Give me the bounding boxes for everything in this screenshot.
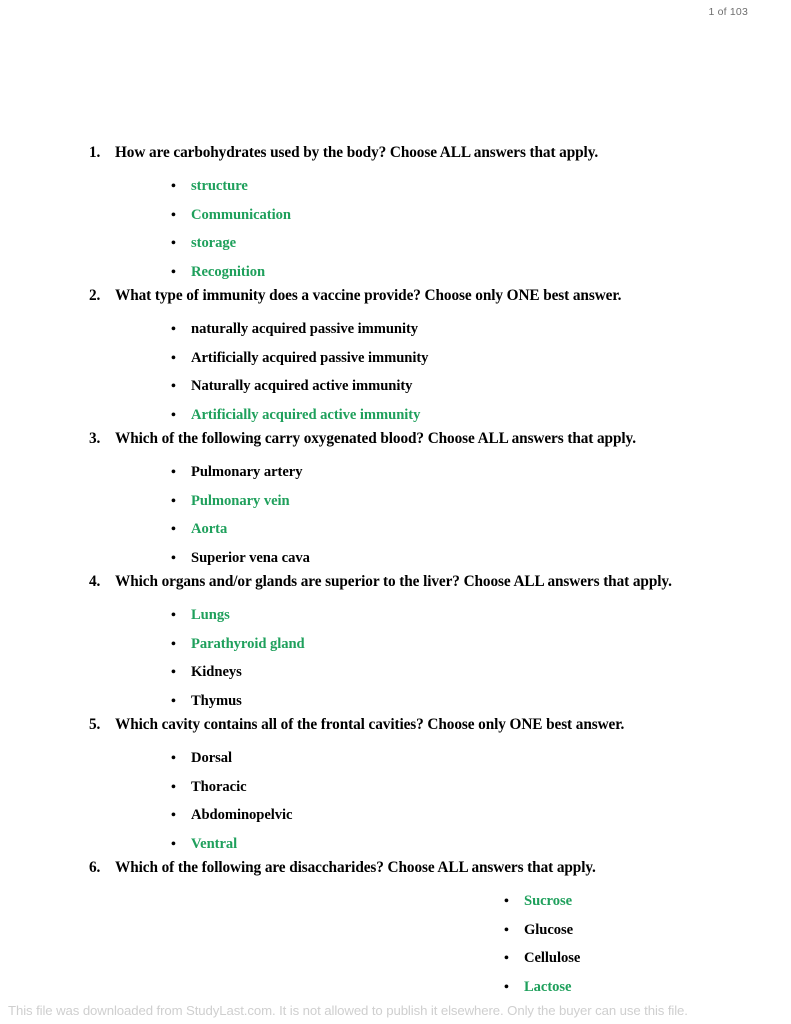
bullet-icon: • [171,407,176,423]
spacer [0,306,791,315]
question-text: Which cavity contains all of the frontal cavities? Choose only ONE best answer. [115,716,625,733]
question-number: 2. [89,287,101,304]
page-indicator: 1 of 103 [708,6,748,18]
bullet-icon: • [171,236,176,251]
spacer [0,592,791,601]
answer-option[interactable] [504,916,791,945]
answer-option-correct[interactable] [171,401,791,430]
bullet-icon: • [171,779,176,795]
question-block [0,858,791,1001]
bullet-icon: • [171,379,176,394]
answer-option[interactable] [171,744,791,773]
answer-label: Cellulose [524,950,581,966]
question-block [0,715,791,858]
question-block [0,572,791,715]
question-prompt [0,715,791,735]
question-number: 4. [89,573,101,590]
answer-option[interactable] [171,315,791,344]
answer-list [0,172,791,286]
answer-label: Ventral [191,835,238,852]
question-prompt [0,429,791,449]
answer-label: Lungs [191,607,230,623]
bullet-icon: • [171,751,176,766]
spacer [0,163,791,172]
question-prompt [0,286,791,306]
bullet-icon: • [171,264,176,280]
question-text: Which organs and/or glands are superior to the liver? Choose ALL answers that apply. [115,573,672,590]
answer-option[interactable] [171,658,791,687]
spacer [0,449,791,458]
question-number: 1. [89,144,101,161]
question-prompt [0,858,791,878]
answer-option[interactable] [171,458,791,487]
question-text: Which of the following are disaccharides? Choose ALL answers that apply. [115,859,596,876]
answer-option-correct[interactable] [171,830,791,859]
answer-option[interactable] [171,372,791,401]
question-prompt [0,143,791,163]
answer-option[interactable] [171,773,791,802]
answer-option-correct[interactable] [171,515,791,544]
bullet-icon: • [171,179,176,194]
answer-list [0,315,791,429]
question-block [0,143,791,286]
answer-option[interactable] [171,344,791,373]
bullet-icon: • [171,493,176,509]
answer-option-correct[interactable] [171,201,791,230]
bullet-icon: • [171,665,176,680]
bullet-icon: • [171,465,176,480]
answer-label: Pulmonary artery [191,464,303,480]
answer-option[interactable] [171,544,791,573]
answer-label: storage [191,235,237,251]
answer-option[interactable] [171,687,791,716]
question-text: How are carbohydrates used by the body? Choose ALL answers that apply. [115,144,599,161]
bullet-icon: • [504,979,509,995]
answer-option-correct[interactable] [171,172,791,201]
answer-option-correct[interactable] [171,630,791,659]
answer-option-correct[interactable] [504,973,791,1002]
bullet-icon: • [171,322,176,337]
answer-option[interactable] [171,801,791,830]
answer-label: Naturally acquired active immunity [191,378,413,394]
bullet-icon: • [171,550,176,566]
answer-option-correct[interactable] [171,601,791,630]
bullet-icon: • [171,608,176,623]
question-text: What type of immunity does a vaccine provide? Choose only ONE best answer. [115,287,622,304]
answer-label: Artificially acquired passive immunity [191,349,429,366]
answer-option[interactable] [504,944,791,973]
answer-label: Thoracic [191,778,247,795]
question-prompt [0,572,791,592]
question-number: 5. [89,716,101,733]
answer-label: Lactose [524,978,572,995]
bullet-icon: • [171,808,176,823]
answer-label: Pulmonary vein [191,492,290,509]
answer-label: Artificially acquired active immunity [191,406,421,423]
bullet-icon: • [171,522,176,537]
answer-label: Glucose [524,921,574,938]
bullet-icon: • [171,350,176,366]
answer-option-correct[interactable] [171,487,791,516]
bullet-icon: • [171,207,176,223]
footer-notice: This file was downloaded from StudyLast.com. It is not allowed to publish it elsewhere. Only the buyer can use this file. [8,1003,688,1018]
answer-label: Communication [191,206,291,223]
bullet-icon: • [504,951,509,966]
question-block [0,286,791,429]
answer-label: naturally acquired passive immunity [191,321,419,337]
bullet-icon: • [171,693,176,709]
answer-option-correct[interactable] [171,258,791,287]
answer-label: Abdominopelvic [191,807,293,823]
bullet-icon: • [504,922,509,938]
answer-list [0,744,791,858]
answer-list [0,601,791,715]
answer-label: Recognition [191,263,266,280]
answer-label: Aorta [191,521,228,537]
answer-list [0,887,791,1001]
bullet-icon: • [171,836,176,852]
answer-option-correct[interactable] [504,887,791,916]
spacer [0,878,791,887]
answer-label: structure [191,178,248,194]
answer-label: Dorsal [191,750,233,766]
question-number: 3. [89,430,101,447]
answer-label: Kidneys [191,664,242,680]
answer-label: Thymus [191,692,242,709]
answer-label: Superior vena cava [191,549,310,566]
spacer [0,735,791,744]
answer-label: Sucrose [524,893,573,909]
answer-option-correct[interactable] [171,229,791,258]
question-text: Which of the following carry oxygenated blood? Choose ALL answers that apply. [115,430,636,447]
question-number: 6. [89,859,101,876]
question-list [0,143,791,1001]
answer-label: Parathyroid gland [191,635,305,652]
question-block [0,429,791,572]
answer-list [0,458,791,572]
bullet-icon: • [171,636,176,652]
bullet-icon: • [504,894,509,909]
